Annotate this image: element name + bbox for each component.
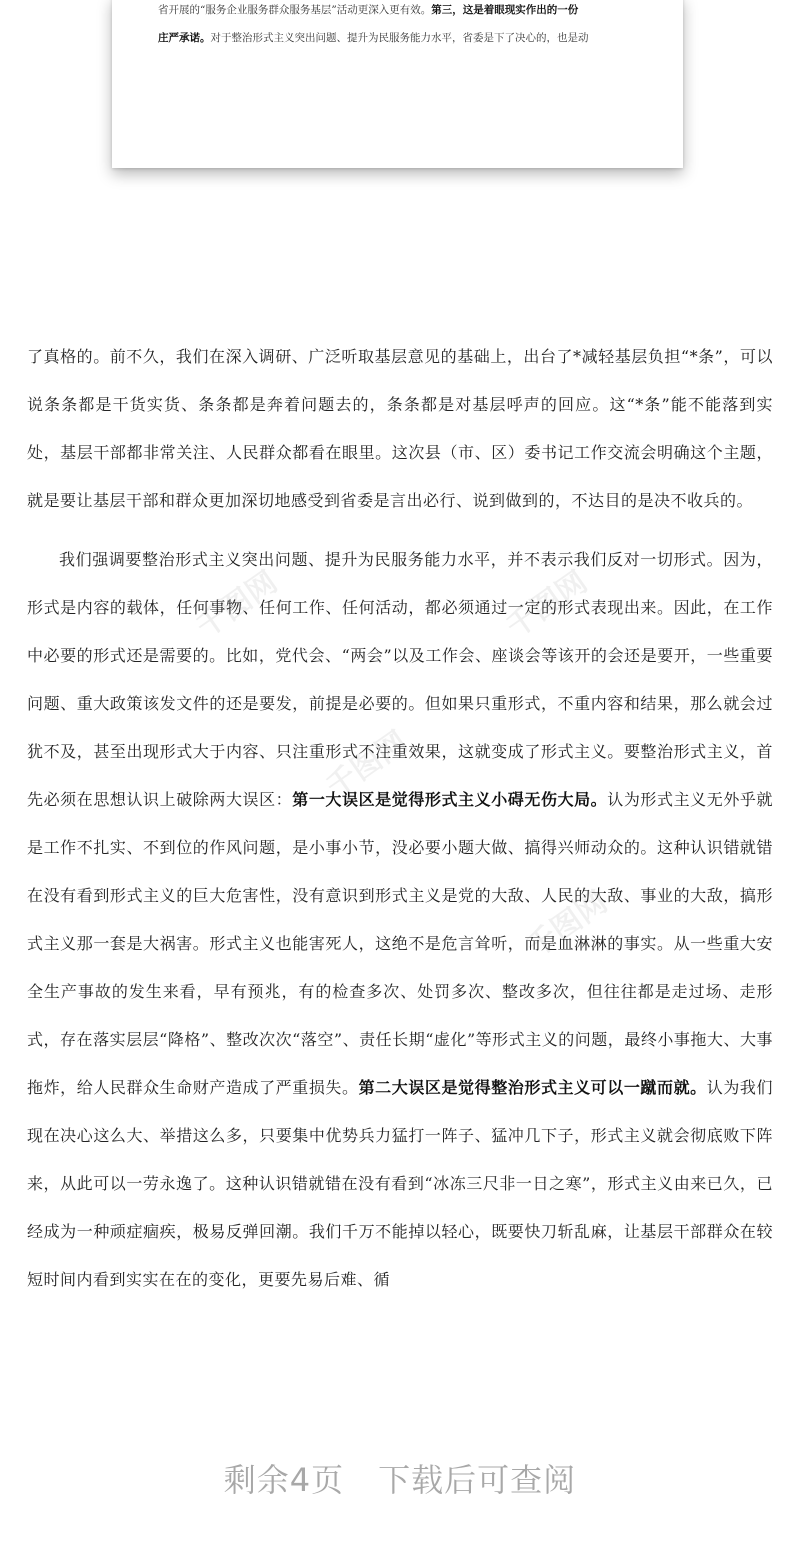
document-preview-card [112, 0, 683, 168]
remaining-pages-label[interactable]: 剩余4页 [223, 1461, 345, 1499]
download-to-view-link[interactable]: 下载后可查阅 [378, 1461, 577, 1499]
paragraph-1: 了真格的。前不久，我们在深入调研、广泛听取基层意见的基础上，出台了*减轻基层负担“*条”，可以说条条都是干货实货、条条都是奔着问题去的，条条都是对基层呼声的回应。这“*条”能不能落到实处，基层干部都非常关注、人民群众都看在眼里。这次县（市、区）委书记工作交流会明确这个主题，就是要让基层干部和群众更加深切地感受到省委是言出必行、说到做到的，不达目的是决不收兵的。 [27, 347, 773, 510]
preview-text [158, 0, 648, 52]
document-body [27, 333, 773, 1304]
paragraph-2: 我们强调要整治形式主义突出问题、提升为民服务能力水平，并不表示我们反对一切形式。因为，形式是内容的载体，任何事物、任何工作、任何活动，都必须通过一定的形式表现出来。因此，在工作中必要的形式还是需要的。比如，党代会、“两会”以及工作会、座谈会等该开的会还是要开，一些重要问题、重大政策该发文件的还是要发，前提是必要的。但如果只重形式，不重内容和结果，那么就会过犹不及，甚至出现形式大于内容、只注重形式不注重效果，这就变成了形式主义。要整治形式主义，首先必须在思想认识上破除两大误区：第一大误区是觉得形式主义小碍无伤大局。认为形式主义无外乎就是工作不扎实、不到位的作风问题，是小事小节，没必要小题大做、搞得兴师动众的。这种认识错就错在没有看到形式主义的巨大危害性，没有意识到形式主义是党的大敌、人民的大敌、事业的大敌，搞形式主义那一套是大祸害。形式主义也能害死人，这绝不是危言耸听，而是血淋淋的事实。从一些重大安全生产事故的发生来看，早有预兆，有的检查多次、处罚多次、整改多次，但往往都是走过场、走形式，存在落实层层“降格”、整改次次“落空”、责任长期“虚化”等形式主义的问题，最终小事拖大、大事拖炸，给人民群众生命财产造成了严重损失。第二大误区是觉得整治形式主义可以一蹴而就。认为我们现在决心这么大、举措这么多，只要集中优势兵力猛打一阵子、猛冲几下子，形式主义就会彻底败下阵来，从此可以一劳永逸了。这种认识错就错在没有看到“冰冻三尺非一日之寒”，形式主义由来已久，已经成为一种顽症痼疾，极易反弹回潮。我们千万不能掉以轻心，既要快刀斩乱麻，让基层干部群众在较短时间内看到实实在在的变化，更要先易后难、循 [27, 550, 773, 1289]
preview-bold-text: 第三，这是着眼现实作出的一份 [431, 4, 579, 16]
emphasis-misconception-1: 第一大误区是觉得形式主义小碍无伤大局。 [292, 790, 608, 809]
preview-bold-text: 庄严承诺。 [158, 32, 211, 44]
preview-line-1: 省开展的“服务企业服务群众服务基层”活动更深入更有效。第三，这是着眼现实作出的一份 [158, 4, 579, 16]
watermark: 千图网 [190, 564, 284, 646]
remaining-pages-notice[interactable] [0, 1455, 800, 1501]
content-fade [0, 1330, 800, 1430]
watermark: 千图网 [520, 884, 614, 966]
emphasis-misconception-2: 第二大误区是觉得整治形式主义可以一蹴而就。 [358, 1078, 707, 1097]
watermark: 千图网 [320, 724, 414, 806]
preview-line-2: 庄严承诺。对于整治形式主义突出问题、提升为民服务能力水平，省委是下了决心的，也是动 [158, 32, 589, 44]
watermark: 千图网 [500, 564, 594, 646]
